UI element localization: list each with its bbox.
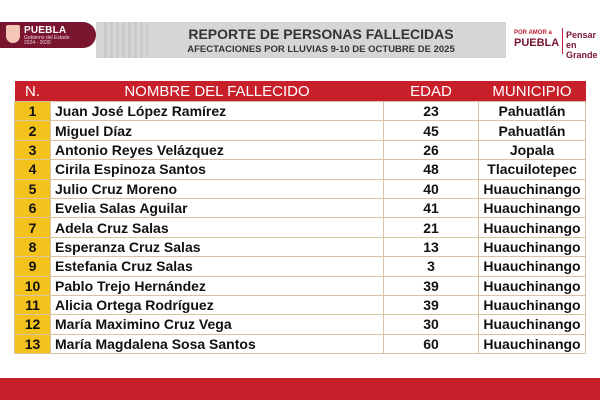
municipality-cell: Huauchinango — [479, 179, 586, 198]
deceased-name: Antonio Reyes Velázquez — [51, 140, 384, 159]
logo-name: PUEBLA — [24, 25, 67, 36]
logo-divider — [562, 28, 563, 54]
row-number: 1 — [15, 102, 51, 121]
row-number: 12 — [15, 315, 51, 334]
table-row — [15, 276, 586, 295]
age-cell: 21 — [384, 218, 479, 237]
row-number: 3 — [15, 140, 51, 159]
row-number: 11 — [15, 295, 51, 314]
column-header-name: NOMBRE DEL FALLECIDO — [51, 81, 384, 102]
municipality-cell: Huauchinango — [479, 334, 586, 353]
decorative-pattern — [104, 22, 148, 58]
deceased-name: María Maximino Cruz Vega — [51, 315, 384, 334]
logo-puebla-text: PUEBLA — [514, 37, 560, 49]
age-cell: 23 — [384, 102, 479, 121]
deceased-name: Pablo Trejo Hernández — [51, 276, 384, 295]
footer-bar — [0, 378, 600, 400]
age-cell: 3 — [384, 257, 479, 276]
row-number: 10 — [15, 276, 51, 295]
table-row — [15, 121, 586, 140]
age-cell: 40 — [384, 179, 479, 198]
row-number: 2 — [15, 121, 51, 140]
deceased-name: Juan José López Ramírez — [51, 102, 384, 121]
row-number: 7 — [15, 218, 51, 237]
age-cell: 30 — [384, 315, 479, 334]
age-cell: 41 — [384, 198, 479, 217]
table-row — [15, 102, 586, 121]
logo-tagline: POR AMOR a — [514, 30, 552, 36]
logo-slogan: Pensar en Grande — [566, 30, 598, 60]
municipality-cell: Huauchinango — [479, 315, 586, 334]
table-row — [15, 160, 586, 179]
fatalities-table — [14, 81, 586, 354]
age-cell: 39 — [384, 295, 479, 314]
column-header-municipality: MUNICIPIO — [479, 81, 586, 102]
column-header-age: EDAD — [384, 81, 479, 102]
municipality-cell: Huauchinango — [479, 198, 586, 217]
logo-subtitle — [24, 36, 84, 46]
municipality-cell: Huauchinango — [479, 218, 586, 237]
table-row — [15, 237, 586, 256]
table-row — [15, 295, 586, 314]
age-cell: 26 — [384, 140, 479, 159]
table-body — [15, 102, 586, 354]
logo-subtitle-text: Gobierno del Estado — [24, 35, 70, 41]
page-subtitle: AFECTACIONES POR LLUVIAS 9-10 DE OCTUBRE DE 2025 — [187, 44, 455, 55]
deceased-name: Alicia Ortega Rodríguez — [51, 295, 384, 314]
header — [0, 0, 600, 72]
table-row — [15, 198, 586, 217]
row-number: 13 — [15, 334, 51, 353]
deceased-name: Adela Cruz Salas — [51, 218, 384, 237]
logo-years: 2024 - 2030 — [24, 40, 51, 46]
row-number: 6 — [15, 198, 51, 217]
age-cell: 45 — [384, 121, 479, 140]
table-row — [15, 315, 586, 334]
coat-of-arms-icon — [6, 25, 20, 43]
municipality-cell: Jopala — [479, 140, 586, 159]
deceased-name: Julio Cruz Moreno — [51, 179, 384, 198]
table-row — [15, 179, 586, 198]
puebla-government-logo — [0, 22, 96, 48]
table-header-row — [15, 81, 586, 102]
deceased-name: María Magdalena Sosa Santos — [51, 334, 384, 353]
deceased-name: Miguel Díaz — [51, 121, 384, 140]
municipality-cell: Huauchinango — [479, 295, 586, 314]
row-number: 9 — [15, 257, 51, 276]
age-cell: 39 — [384, 276, 479, 295]
municipality-cell: Tlacuilotepec — [479, 160, 586, 179]
table-row — [15, 334, 586, 353]
deceased-name: Cirila Espinoza Santos — [51, 160, 384, 179]
municipality-cell: Pahuatlán — [479, 121, 586, 140]
municipality-cell: Pahuatlán — [479, 102, 586, 121]
municipality-cell: Huauchinango — [479, 257, 586, 276]
age-cell: 60 — [384, 334, 479, 353]
page-title: REPORTE DE PERSONAS FALLECIDAS — [188, 26, 454, 42]
deceased-name: Esperanza Cruz Salas — [51, 237, 384, 256]
age-cell: 13 — [384, 237, 479, 256]
municipality-cell: Huauchinango — [479, 237, 586, 256]
row-number: 5 — [15, 179, 51, 198]
title-banner — [96, 22, 506, 58]
row-number: 4 — [15, 160, 51, 179]
table-row — [15, 257, 586, 276]
deceased-name: Estefania Cruz Salas — [51, 257, 384, 276]
municipality-cell: Huauchinango — [479, 276, 586, 295]
row-number: 8 — [15, 237, 51, 256]
por-amor-a-puebla-logo — [508, 22, 600, 58]
deceased-name: Evelia Salas Aguilar — [51, 198, 384, 217]
table-row — [15, 140, 586, 159]
age-cell: 48 — [384, 160, 479, 179]
table-row — [15, 218, 586, 237]
column-header-number: N. — [15, 81, 51, 102]
